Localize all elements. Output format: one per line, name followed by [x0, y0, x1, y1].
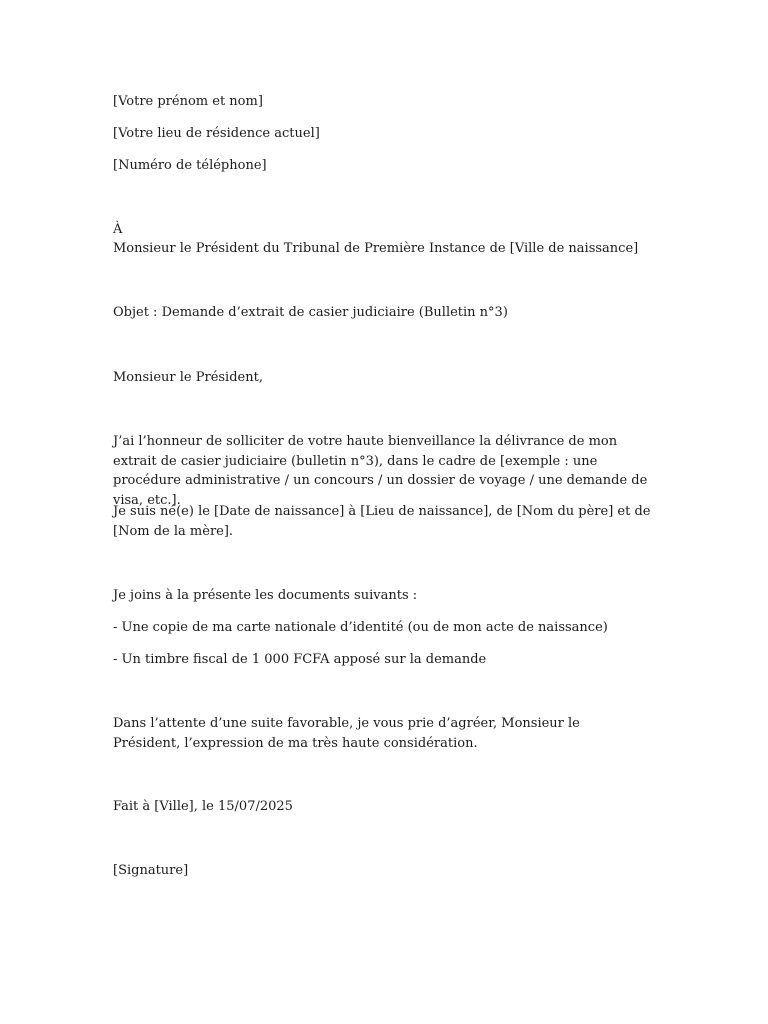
recipient-name: Monsieur le Président du Tribunal de Première Instance de [Ville de naissance]: [113, 241, 639, 256]
document-item-2: - Un timbre fiscal de 1 000 FCFA apposé sur la demande: [113, 652, 487, 667]
document-item-1: - Une copie de ma carte nationale d’identité (ou de mon acte de naissance): [113, 620, 608, 635]
body-paragraph-2: Je suis né(e) le [Date de naissance] à [Lieu de naissance], de [Nom du père] et de [Nom de la mère].: [113, 504, 651, 539]
body-paragraph-1: J’ai l’honneur de solliciter de votre haute bienveillance la délivrance de mon extrait de casier judiciaire (bulletin n°3), dans le cadre de [exemple : une procédure administrative / un concours / un dossier de voyage / une demande de visa, etc.].: [113, 434, 648, 508]
recipient-prefix: À: [113, 222, 123, 237]
sender-residence: [Votre lieu de résidence actuel]: [113, 126, 320, 141]
sender-phone: [Numéro de téléphone]: [113, 158, 267, 173]
documents-intro: Je joins à la présente les documents suivants :: [113, 588, 418, 603]
signature: [Signature]: [113, 863, 189, 878]
salutation: Monsieur le Président,: [113, 370, 263, 385]
sender-name: [Votre prénom et nom]: [113, 94, 263, 109]
subject-line: Objet : Demande d’extrait de casier judiciaire (Bulletin n°3): [113, 305, 508, 320]
closing-paragraph: Dans l’attente d’une suite favorable, je vous prie d’agréer, Monsieur le Président, l’expression de ma très haute considération.: [113, 716, 580, 751]
place-date: Fait à [Ville], le 15/07/2025: [113, 799, 293, 814]
